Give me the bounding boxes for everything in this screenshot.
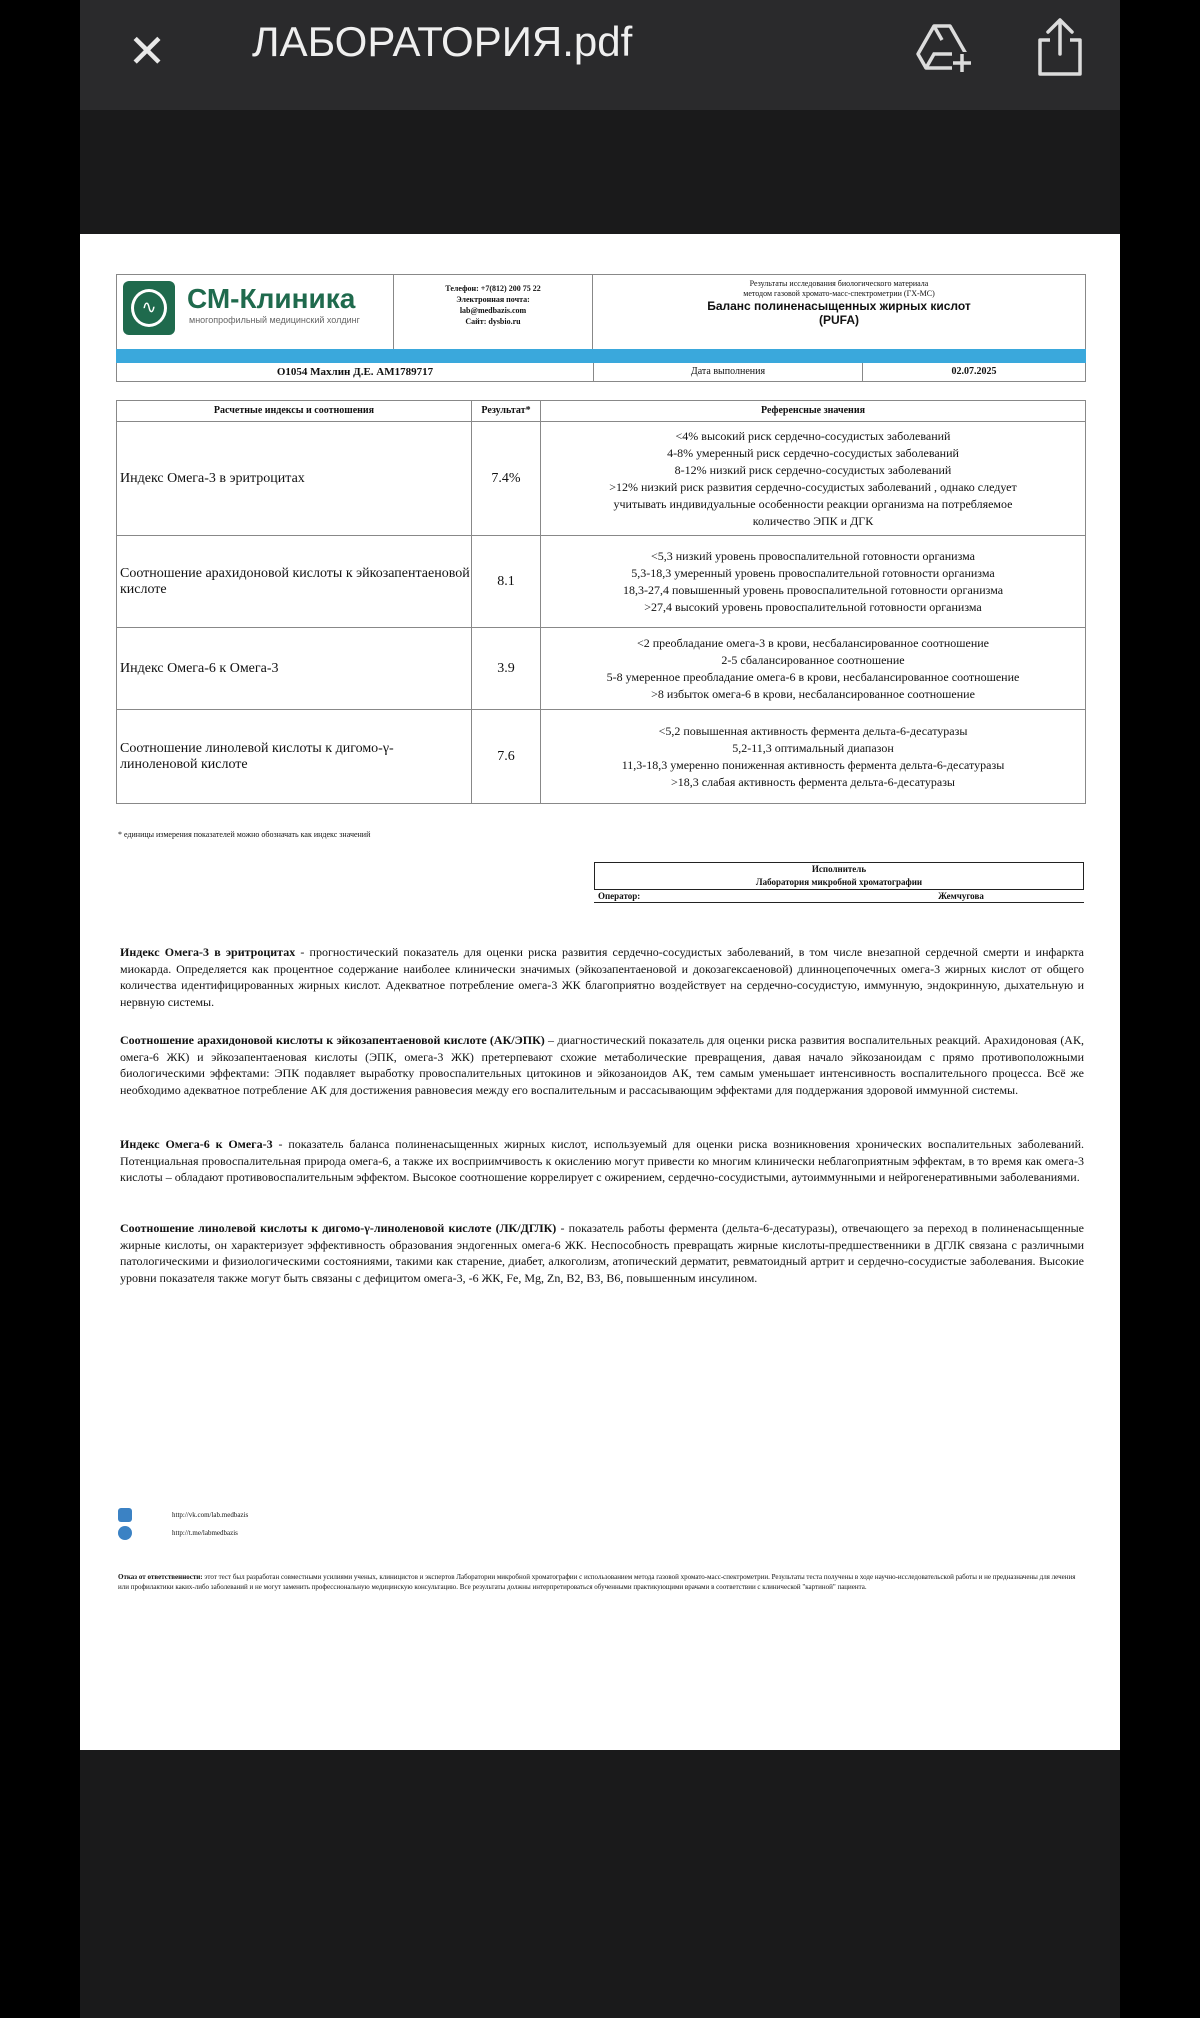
table-footnote: * единицы измерения показателей можно обозначать как индекс значений [118, 830, 371, 839]
disclaimer-label: Отказ от ответственности: [118, 1573, 203, 1581]
date-value: 02.07.2025 [951, 366, 997, 377]
date-label: Дата выполнения [594, 363, 863, 381]
ref-line: 18,3-27,4 повышенный уровень провоспалительной готовности организма [622, 582, 1004, 597]
col-header-index: Расчетные индексы и соотношения [117, 401, 472, 422]
ref-line: 11,3-18,3 умеренно пониженная активность фермента дельта-6-десатуразы [621, 757, 1005, 772]
description-text: – диагностический показатель для оценки риска развития воспалительных реакций. Арахидоновая (АК, омега-6 ЖК) и эйкозапентаеновая кислоты (ЭПК, омега-3 ЖК) претерпевают схожие метаболические превращения, давая начало эйкозаноидам с прямо противоположными биологическими эффектами: ЭПК подавляет выработку провоспалительных цитокинов и эйкозаноидов АК, тем самым уменьшает интенсивность воспалительного процесса. Всё же необходимо адекватное потребление АК для достижения равновесия между его воспалительным и рассасывающим эффектами для поддержания здоровой иммунной системы. [120, 1033, 1084, 1097]
research-subtitle: (PUFA) [819, 313, 859, 327]
patient-row [116, 363, 1086, 382]
row-value: 7.6 [472, 710, 541, 804]
viewer-bottom-background [80, 1750, 1120, 2018]
document-title: ЛАБОРАТОРИЯ.pdf [252, 18, 633, 65]
pdf-page [80, 234, 1120, 1750]
table-row [117, 536, 1086, 628]
results-table [116, 400, 1086, 804]
close-icon[interactable]: ✕ [127, 24, 167, 78]
logo-wave-icon: ∿ [131, 289, 167, 327]
share-icon[interactable] [1032, 16, 1088, 80]
research-line1: Результаты исследования биологического материала [749, 279, 929, 288]
row-index: Соотношение арахидоновой кислоты к эйкозапентаеновой кислоте [117, 536, 472, 628]
clinic-logo [117, 275, 394, 349]
viewer-background [80, 110, 1120, 234]
col-header-reference: Референсные значения [541, 401, 1086, 422]
social-url[interactable]: http://t.me/labmedbazis [172, 1529, 238, 1537]
clinic-tagline: многопрофильный медицинский холдинг [189, 315, 360, 325]
ref-line: 2-5 сбалансированное соотношение [721, 652, 905, 667]
contact-phone: Телефон: +7(812) 200 75 22 [445, 284, 541, 293]
ref-line: >18,3 слабая активность фермента дельта-6-десатуразы [670, 774, 955, 789]
ref-line: <5,3 низкий уровень провоспалительной готовности организма [650, 548, 976, 563]
research-line2: методом газовой хромато-масс-спектрометрии (ГХ-МС) [743, 289, 935, 298]
table-header-row [117, 401, 1086, 422]
description-paragraph [120, 1136, 1084, 1186]
clinic-brand: СМ-Клиника [187, 283, 356, 314]
ref-line: 5,3-18,3 умеренный уровень провоспалительной готовности организма [631, 565, 995, 580]
ref-line: >8 избыток омега-6 в крови, несбалансированное соотношение [651, 686, 975, 701]
table-row [117, 422, 1086, 536]
telegram-icon [118, 1526, 132, 1540]
clinic-logo-mark [123, 281, 175, 335]
description-term: Соотношение линолевой кислоты к дигомо-γ-линоленовой кислоте (ЛК/ДГЛК) [120, 1221, 557, 1235]
description-text: - показатель работы фермента (дельта-6-десатуразы), отвечающего за переход в полиненасыщенные жирные кислоты, он характеризует эффективность образования эндогенных омега-6 ЖК. Неспособность превращать жирные кислоты-предшественники в ДГЛК связана с различными патологическими и физиологическими состояниями, такими как старение, диабет, алкоголизм, атопический дерматит, ревматоидный артрит и сердечно-сосудистые заболевания. Высокие уровни показателя также могут быть связаны с дефицитом омега-3, -6 ЖК, Fe, Mg, Zn, B2, B3, B6, повышенным инсулином. [120, 1221, 1085, 1285]
operator-name: Жемчугова [938, 891, 984, 901]
executor-block [594, 862, 1084, 904]
ref-line: 4-8% умеренный риск сердечно-сосудистых заболеваний [667, 445, 959, 460]
research-info [593, 275, 1085, 349]
row-refs [541, 536, 1086, 628]
description-term: Соотношение арахидоновой кислоты к эйкозапентаеновой кислоте (АК/ЭПК) [120, 1033, 545, 1047]
executor-header [594, 862, 1084, 890]
ref-line: <4% высокий риск сердечно-сосудистых заболеваний [675, 428, 951, 443]
description-paragraph [120, 1220, 1084, 1286]
row-value: 8.1 [472, 536, 541, 628]
ref-line: <5,2 повышенная активность фермента дельта-6-десатуразы [658, 723, 968, 738]
social-url[interactable]: http://vk.com/lab.medbazis [172, 1511, 249, 1519]
description-text: - показатель баланса полиненасыщенных жирных кислот, используемый для оценки риска возникновения хронических воспалительных заболеваний. Потенциальная провоспалительная природа омега-6, а также их восприимчивость к окислению могут привести ко многим клинически неблагоприятным эффектам, в то время как омега-3 кислоты – обладают противовоспалительным эффектом. Высокое соотношение коррелирует с ожирением, сердечно-сосудистыми, аутоиммунными и нейрогенеративными заболеваниями. [120, 1137, 1084, 1184]
right-margin [1120, 0, 1200, 2018]
vk-icon [118, 1508, 132, 1522]
report-header [116, 274, 1086, 350]
row-refs [541, 628, 1086, 710]
disclaimer [118, 1572, 1084, 1592]
row-value: 7.4% [472, 422, 541, 536]
table-row [117, 628, 1086, 710]
ref-line: <2 преобладание омега-3 в крови, несбалансированное соотношение [636, 635, 990, 650]
row-value: 3.9 [472, 628, 541, 710]
row-refs [541, 422, 1086, 536]
contact-site: Сайт: dysbio.ru [465, 317, 521, 326]
description-paragraph [120, 944, 1084, 1010]
row-refs [541, 710, 1086, 804]
table-row [117, 710, 1086, 804]
disclaimer-text: этот тест был разработан совместными усилиями ученых, клиницистов и экспертов Лаборатории микробной хроматографии с использованием метода газовой хромато-масс-спектрометрии. Результаты теста получены в ходе научно-исследовательской работы и не предназначены для лечения или профилактики каких-либо заболеваний и не могут заменить профессиональную медицинскую консультацию. Все результаты должны интерпретироваться обученными практикующими врачами в соответствии с клинической "картиной" пациента. [118, 1573, 1076, 1591]
operator-row [594, 890, 1084, 903]
ref-line: 5-8 умеренное преобладание омега-6 в крови, несбалансированное соотношение [606, 669, 1020, 684]
row-index: Индекс Омега-6 к Омега-3 [117, 628, 472, 710]
description-term: Индекс Омега-6 к Омега-3 [120, 1137, 273, 1151]
executor-lab: Лаборатория микробной хроматографии [755, 877, 923, 887]
header-stripe [116, 349, 1086, 363]
add-to-drive-icon[interactable] [912, 18, 972, 78]
row-index: Соотношение линолевой кислоты к дигомо-γ-линоленовой кислоте [117, 710, 472, 804]
description-text: - прогностический показатель для оценки риска развития сердечно-сосудистых заболеваний, в том числе внезапной сердечной смерти и инфаркта миокарда. Определяется как процентное содержание наиболее клинически значимых (эйкозапентаеновой и докозагексаеновой) длинноцепочечных омега-3 жирных кислот от общего количества идентифицированных жирных кислот. Адекватное потребление омега-3 ЖК благоприятно воздействует на сердечно-сосудистую, иммунную, эндокринную, дыхательную и нервную системы. [120, 945, 1084, 1009]
ref-line: 5,2-11,3 оптимальный диапазон [732, 740, 894, 755]
ref-line: количество ЭПК и ДГК [752, 513, 874, 528]
description-term: Индекс Омега-3 в эритроцитах [120, 945, 296, 959]
executor-title: Исполнитель [811, 864, 867, 874]
description-paragraph [120, 1032, 1084, 1098]
ref-line: 8-12% низкий риск сердечно-сосудистых заболеваний [674, 462, 952, 477]
left-margin [0, 0, 80, 2018]
viewer-toolbar [80, 0, 1120, 110]
clinic-contacts [394, 275, 593, 349]
ref-line: учитывать индивидуальные особенности реакции организма на потребляемое [613, 496, 1013, 511]
social-link-vk[interactable] [118, 1508, 248, 1522]
patient-name: О1054 Махлин Д.Е. AM1789717 [117, 363, 594, 381]
ref-line: >12% низкий риск развития сердечно-сосудистых заболеваний , однако следует [609, 479, 1017, 494]
research-title: Баланс полиненасыщенных жирных кислот [707, 299, 971, 313]
contact-email-label: Электронная почта: [456, 295, 530, 304]
ref-line: >27,4 высокий уровень провоспалительной готовности организма [644, 599, 982, 614]
row-index: Индекс Омега-3 в эритроцитах [117, 422, 472, 536]
operator-label: Оператор: [598, 891, 641, 901]
contact-email: lab@medbazis.com [459, 306, 527, 315]
social-link-telegram[interactable] [118, 1526, 238, 1540]
col-header-result: Результат* [472, 401, 541, 422]
